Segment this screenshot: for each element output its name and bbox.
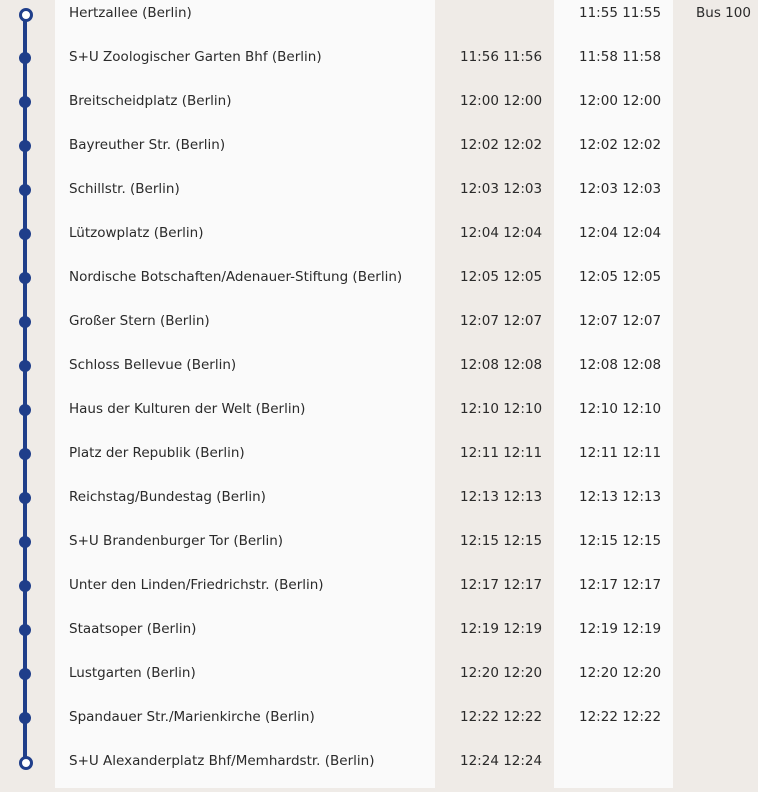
stop-marker-icon	[19, 140, 31, 152]
stop-name: Platz der Republik (Berlin)	[69, 445, 245, 461]
stop-name: S+U Zoologischer Garten Bhf (Berlin)	[69, 49, 322, 65]
stop-row	[0, 176, 758, 220]
arrival-time: 12:15 12:15	[460, 533, 543, 549]
line-label: Bus 100	[696, 5, 751, 21]
stop-row	[0, 44, 758, 88]
stop-marker-icon	[19, 624, 31, 636]
stop-row	[0, 220, 758, 264]
stop-row	[0, 704, 758, 748]
departure-time: 12:05 12:05	[579, 269, 662, 285]
arrival-time: 11:56 11:56	[460, 49, 543, 65]
stop-marker-icon	[19, 96, 31, 108]
arrival-time: 12:05 12:05	[460, 269, 543, 285]
stop-row	[0, 352, 758, 396]
stop-name: Spandauer Str./Marienkirche (Berlin)	[69, 709, 315, 725]
terminal-stop-marker-icon	[19, 756, 33, 770]
arrival-time: 12:00 12:00	[460, 93, 543, 109]
arrival-time: 12:17 12:17	[460, 577, 543, 593]
stop-marker-icon	[19, 404, 31, 416]
arrival-time: 12:07 12:07	[460, 313, 543, 329]
arrival-time: 12:22 12:22	[460, 709, 543, 725]
stop-row	[0, 264, 758, 308]
arrival-time: 12:10 12:10	[460, 401, 543, 417]
stop-marker-icon	[19, 52, 31, 64]
arrival-time: 12:04 12:04	[460, 225, 543, 241]
departure-time: 12:03 12:03	[579, 181, 662, 197]
departure-time: 12:19 12:19	[579, 621, 662, 637]
stop-name: Schillstr. (Berlin)	[69, 181, 180, 197]
departure-time: 12:04 12:04	[579, 225, 662, 241]
stop-name: S+U Brandenburger Tor (Berlin)	[69, 533, 284, 549]
stop-marker-icon	[19, 712, 31, 724]
stop-name: Unter den Linden/Friedrichstr. (Berlin)	[69, 577, 324, 593]
arrival-time: 12:20 12:20	[460, 665, 543, 681]
stop-marker-icon	[19, 316, 31, 328]
arrival-time: 12:11 12:11	[460, 445, 543, 461]
arrival-time: 12:24 12:24	[460, 753, 543, 769]
stop-row	[0, 660, 758, 704]
stop-name: Lustgarten (Berlin)	[69, 665, 196, 681]
stop-row	[0, 484, 758, 528]
stop-marker-icon	[19, 536, 31, 548]
departure-time: 12:20 12:20	[579, 665, 662, 681]
terminal-stop-marker-icon	[19, 8, 33, 22]
departure-time: 12:07 12:07	[579, 313, 662, 329]
stop-marker-icon	[19, 360, 31, 372]
arrival-time: 12:02 12:02	[460, 137, 543, 153]
departure-time: 12:11 12:11	[579, 445, 662, 461]
stop-row	[0, 748, 758, 792]
departure-time: 12:22 12:22	[579, 709, 662, 725]
stop-marker-icon	[19, 668, 31, 680]
stop-name: Staatsoper (Berlin)	[69, 621, 197, 637]
departure-time: 12:10 12:10	[579, 401, 662, 417]
stop-row	[0, 0, 758, 44]
stop-marker-icon	[19, 184, 31, 196]
stop-name: Lützowplatz (Berlin)	[69, 225, 204, 241]
stop-marker-icon	[19, 272, 31, 284]
stop-name: Hertzallee (Berlin)	[69, 5, 192, 21]
stop-marker-icon	[19, 580, 31, 592]
arrival-time: 12:13 12:13	[460, 489, 543, 505]
stop-marker-icon	[19, 492, 31, 504]
departure-time: 12:13 12:13	[579, 489, 662, 505]
stop-name: Schloss Bellevue (Berlin)	[69, 357, 237, 373]
stop-row	[0, 616, 758, 660]
arrival-time: 12:03 12:03	[460, 181, 543, 197]
stop-row	[0, 572, 758, 616]
stop-name: Reichstag/Bundestag (Berlin)	[69, 489, 266, 505]
stop-row	[0, 396, 758, 440]
departure-time: 12:08 12:08	[579, 357, 662, 373]
stop-marker-icon	[19, 448, 31, 460]
stop-row	[0, 308, 758, 352]
arrival-time: 12:08 12:08	[460, 357, 543, 373]
stop-name: Haus der Kulturen der Welt (Berlin)	[69, 401, 306, 417]
stop-name: S+U Alexanderplatz Bhf/Memhardstr. (Berlin)	[69, 753, 375, 769]
departure-time: 12:15 12:15	[579, 533, 662, 549]
stop-row	[0, 88, 758, 132]
departure-time: 12:17 12:17	[579, 577, 662, 593]
stop-name: Bayreuther Str. (Berlin)	[69, 137, 226, 153]
departure-time: 12:02 12:02	[579, 137, 662, 153]
stop-row	[0, 440, 758, 484]
stop-row	[0, 132, 758, 176]
stop-name: Nordische Botschaften/Adenauer-Stiftung (Berlin)	[69, 269, 403, 285]
departure-time: 11:55 11:55	[579, 5, 662, 21]
arrival-time: 12:19 12:19	[460, 621, 543, 637]
stop-name: Breitscheidplatz (Berlin)	[69, 93, 232, 109]
stop-marker-icon	[19, 228, 31, 240]
departure-time: 12:00 12:00	[579, 93, 662, 109]
departure-time: 11:58 11:58	[579, 49, 662, 65]
stop-row	[0, 528, 758, 572]
stop-name: Großer Stern (Berlin)	[69, 313, 210, 329]
